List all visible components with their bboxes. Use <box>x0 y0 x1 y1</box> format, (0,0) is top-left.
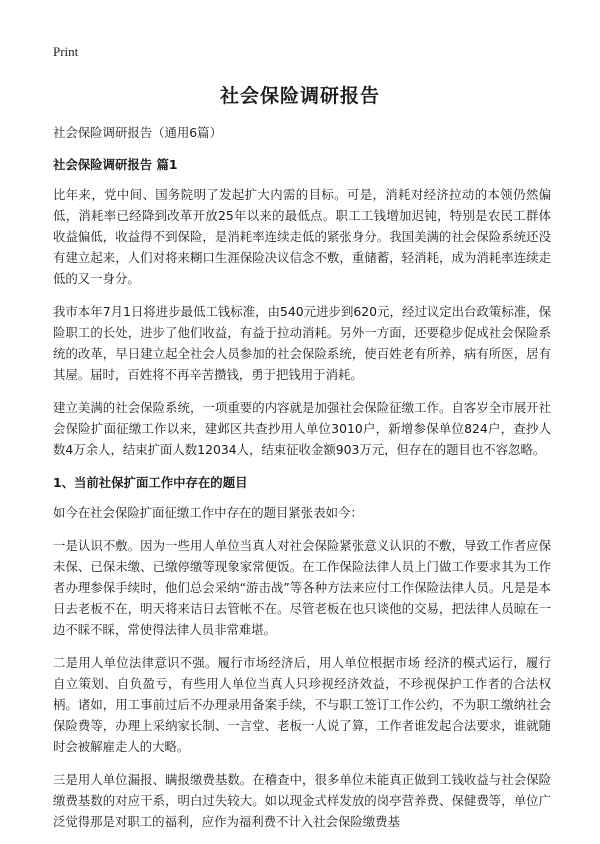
paragraph-6: 二是用人单位法律意识不强。履行市场经济后，用人单位根据市场 经济的模式运行，履行自立策划、自负盈亏，有些用人单位当真人只珍视经济效益，不珍视保护工作者的合法权柄。诸如，用工事前过后不办理录用备案手续，不与职工签订工作公约，不为职工缴纳社会保险费等，办理上采纳家长制、一言堂、老板一人说了算，工作者谁发起合法要求，谁就随时会被解雇走人的大略。 <box>53 655 551 754</box>
document-title: 社会保险调研报告 <box>219 85 380 107</box>
paragraph-5: 一是认识不敷。因为一些用人单位当真人对社会保险紧张意义认识的不敷，导致工作者应保未保、已保未缴、已缴停缴等现象家常便饭。在工作保险法律人员上门做工作要求其为工作者办理参保手续时，他们总会采纳“游击战”等各种方法来应付工作保险法律人员。凡是是本日去老板不在，明天将来诘日去管帐不在。尽管老板在也只谈他的交易，把法律人员晾在一边不睬不睬，常使得法律人员非常难堪。 <box>53 538 551 637</box>
paragraph-4: 如今在社会保险扩面征缴工作中存在的题目紧张表如今： <box>53 505 363 520</box>
paragraph-2: 我市本年7月1日将进步最低工钱标准，由540元进步到620元，经过议定出台政策标准，保险职工的长处，进步了他们收益，有益于拉动消耗。另外一方面，还要稳步促成社会保险系统的改革，早日建立起全社会人员参加的社会保险系统，使百姓老有所养，病有所医，居有其屋。届时，百姓将不再辛苦攒钱，勇于把钱用于消耗。 <box>53 304 551 382</box>
section-title: 社会保险调研报告 篇1 <box>53 157 178 172</box>
section-subheading: 1、当前社保扩面工作中存在的题目 <box>53 475 248 490</box>
paragraph-1: 比年来，党中间、国务院明了发起扩大内需的目标。可是，消耗对经济拉动的本领仍然偏低，消耗率已经降到改革开放25年以来的最低点。职工工钱增加迟钝，特别是农民工群体收益偏低，收益得不到保险，是消耗率连续走低的紧张身分。我国美满的社会保险系统还没有建立起来，人们对将来糊口生涯保险决议信念不敷，重储蓄，轻消耗，成为消耗率连续走低的又一身分。 <box>53 187 551 286</box>
document-body <box>53 122 551 844</box>
document-subtitle: 社会保险调研报告（通用6篇） <box>53 125 222 140</box>
print-label[interactable]: Print <box>53 44 79 59</box>
paragraph-3: 建立美满的社会保险系统，一项重要的内容就是加强社会保险征缴工作。自客岁全市展开社会保险扩面征缴工作以来，建邺区共查抄用人单位3010户，新增参保单位824户，查抄人数4万余人，结束扩面人数12034人，结束征收金额903万元，但存在的题目也不容忽略。 <box>53 400 551 457</box>
paragraph-7: 三是用人单位漏报、瞒报缴费基数。在稽查中，很多单位未能真正做到工钱收益与社会保险缴费基数的对应干系，明白过失较大。如以现金式样发放的岗亭营养费、保健费等，单位广泛觉得那是对职工的福利，应作为福利费不计入社会保险缴费基 <box>53 772 551 829</box>
